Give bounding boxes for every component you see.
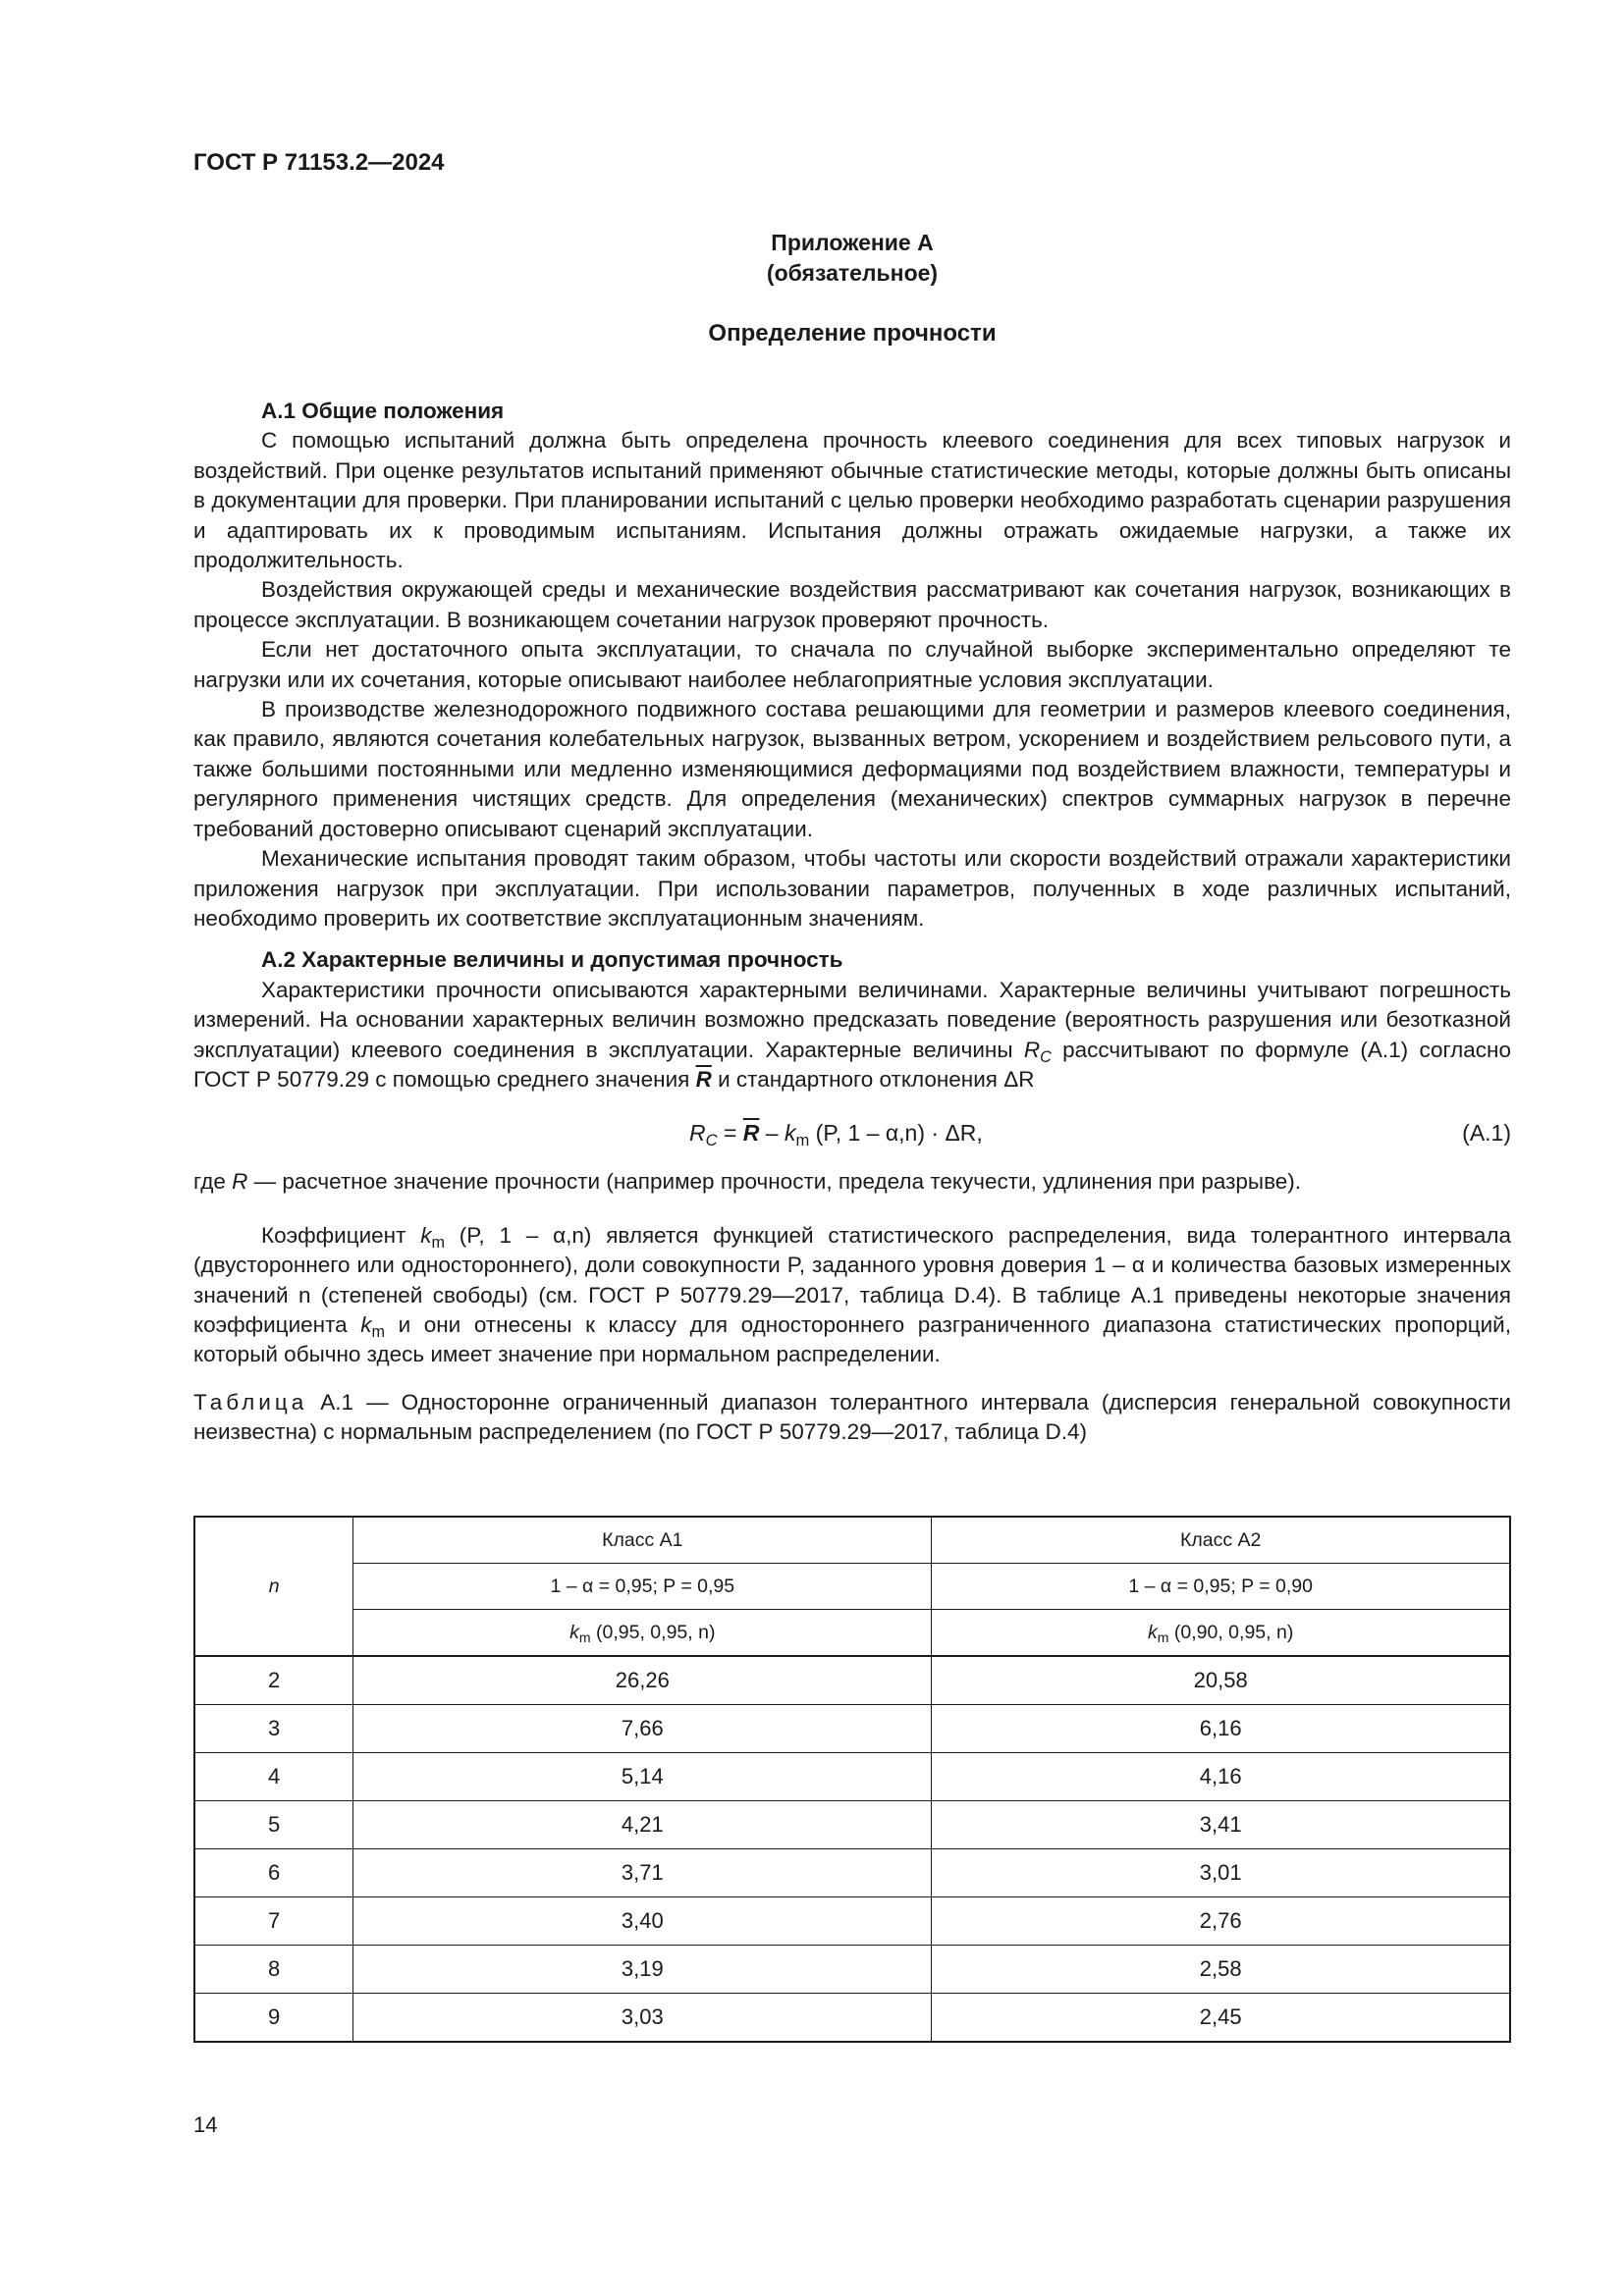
table-row bbox=[194, 1656, 1510, 1705]
cell-a1: 3,40 bbox=[353, 1897, 932, 1946]
table-row bbox=[194, 1946, 1510, 1994]
cell-a1: 3,03 bbox=[353, 1994, 932, 2043]
cell-a2: 2,45 bbox=[932, 1994, 1510, 2043]
tolerance-table bbox=[193, 1516, 1511, 2043]
cell-n: 3 bbox=[194, 1705, 353, 1753]
formula-number: (А.1) bbox=[1462, 1120, 1511, 1147]
cell-a1: 5,14 bbox=[353, 1753, 932, 1801]
condition-a2: 1 – α = 0,95; P = 0,90 bbox=[932, 1564, 1510, 1610]
annex-status: (обязательное) bbox=[766, 260, 939, 286]
annex-title: Приложение А bbox=[771, 230, 934, 255]
cell-a2: 2,58 bbox=[932, 1946, 1510, 1994]
table-row bbox=[194, 1753, 1510, 1801]
condition-a1: 1 – α = 0,95; P = 0,95 bbox=[353, 1564, 932, 1610]
column-header-class-a2: Класс А2 bbox=[932, 1517, 1510, 1564]
cell-n: 5 bbox=[194, 1801, 353, 1849]
cell-n: 7 bbox=[194, 1897, 353, 1946]
table-row bbox=[194, 1849, 1510, 1897]
coefficient-a2: $k_m$ (0,90, 0,95, n) bbox=[932, 1610, 1510, 1657]
table-row bbox=[194, 1801, 1510, 1849]
table-row bbox=[194, 1994, 1510, 2043]
formula-expression: $R_C = \overline{R} - k_m$ (P, 1 – α,n) · ΔR, bbox=[689, 1120, 983, 1150]
cell-a2: 2,76 bbox=[932, 1897, 1510, 1946]
column-header-class-a1: Класс А1 bbox=[353, 1517, 932, 1564]
section-heading-a2: А.2 Характерные величины и допустимая прочность bbox=[261, 947, 843, 973]
paragraph: Коэффициент $k_m$ (P, 1 – α,n) является функцией статистического распределения, вида толерантного интервала (двустороннего или одностороннего), доли совокупности P, заданного уровня доверия 1 – α и количества базовых измеренных значений n (степеней свободы) (см. ГОСТ Р 50779.29—2017, таблица D.4). В таблице А.1 приведены некоторые значения коэффициента $k_m$ и они отнесены к классу для одностороннего разграниченного диапазона статистических пропорций, который обычно здесь имеет значение при нормальном распределении. bbox=[193, 1222, 1511, 1367]
table-row bbox=[194, 1705, 1510, 1753]
coefficient-a1: $k_m$ (0,95, 0,95, n) bbox=[353, 1610, 932, 1657]
cell-n: 9 bbox=[194, 1994, 353, 2043]
paragraph: С помощью испытаний должна быть определена прочность клеевого соединения для всех типовых нагрузок и воздействий. При оценке результатов испытаний применяют обычные статистические методы, которые должны быть описаны в документации для проверки. При планировании испытаний с целью проверки необходимо разработать сценарии разрушения и адаптировать их к проводимым испытаниям. Испытания должны отражать ожидаемые нагрузки, а также их продолжительность. bbox=[193, 428, 1511, 573]
paragraph: Механические испытания проводят таким образом, чтобы частоты или скорости воздействий отражали характеристики приложения нагрузок при эксплуатации. При использовании параметров, полученных в ходе различных испытаний, необходимо проверить их соответствие эксплуатационным значениям. bbox=[193, 846, 1511, 931]
cell-a2: 3,41 bbox=[932, 1801, 1510, 1849]
cell-a1: 3,71 bbox=[353, 1849, 932, 1897]
formula-a1 bbox=[193, 1112, 1511, 1157]
paragraph: Характеристики прочности описываются характерными величинами. Характерные величины учитывают погрешность измерений. На основании характерных величин возможно предсказать поведение (вероятность разрушения или безотказной эксплуатации) клеевого соединения в эксплуатации. Характерные величины $R_C$ рассчитывают по формуле (А.1) согласно ГОСТ Р 50779.29 с помощью среднего значения $\overline{R}$ и стандартного отклонения ΔR bbox=[193, 977, 1511, 1092]
table-row bbox=[194, 1897, 1510, 1946]
document-body bbox=[193, 397, 1511, 1448]
formula-explanation: где R — расчетное значение прочности (например прочности, предела текучести, удлинения при разрыве). bbox=[193, 1169, 1302, 1195]
cell-a1: 4,21 bbox=[353, 1801, 932, 1849]
paragraph: Воздействия окружающей среды и механические воздействия рассматривают как сочетания нагрузок, возникающих в процессе эксплуатации. В возникающем сочетании нагрузок проверяют прочность. bbox=[193, 577, 1511, 632]
cell-a2: 4,16 bbox=[932, 1753, 1510, 1801]
cell-a2: 20,58 bbox=[932, 1656, 1510, 1705]
cell-a2: 6,16 bbox=[932, 1705, 1510, 1753]
cell-n: 8 bbox=[194, 1946, 353, 1994]
cell-n: 6 bbox=[194, 1849, 353, 1897]
cell-a2: 3,01 bbox=[932, 1849, 1510, 1897]
cell-a1: 3,19 bbox=[353, 1946, 932, 1994]
cell-a1: 7,66 bbox=[353, 1705, 932, 1753]
paragraph: В производстве железнодорожного подвижного состава решающими для геометрии и размеров клеевого соединения, как правило, являются сочетания колебательных нагрузок, вызванных ветром, ускорением и воздействием рельсового пути, а также большими постоянными или медленно изменяющимися деформациями под воздействием влажности, температуры и регулярного применения чистящих средств. Для определения (механических) спектров суммарных нагрузок в перечне требований достоверно описывают сценарий эксплуатации. bbox=[193, 697, 1511, 841]
cell-a1: 26,26 bbox=[353, 1656, 932, 1705]
paragraph: Если нет достаточного опыта эксплуатации, то сначала по случайной выборке экспериментально определяют те нагрузки или их сочетания, которые описывают наиболее неблагоприятные условия эксплуатации. bbox=[193, 637, 1511, 692]
cell-n: 2 bbox=[194, 1656, 353, 1705]
document-id: ГОСТ Р 71153.2—2024 bbox=[193, 149, 445, 176]
column-header-n: n bbox=[194, 1517, 353, 1656]
annex-name: Определение прочности bbox=[708, 320, 997, 347]
section-heading-a1: А.1 Общие положения bbox=[261, 399, 505, 423]
page-number: 14 bbox=[193, 2112, 218, 2137]
cell-n: 4 bbox=[194, 1753, 353, 1801]
annex-heading bbox=[193, 228, 1511, 289]
table-caption: Таблица А.1 — Односторонне ограниченный диапазон толерантного интервала (дисперсия генеральной совокупности неизвестна) с нормальным распределением (по ГОСТ Р 50779.29—2017, таблица D.4) bbox=[193, 1389, 1511, 1445]
